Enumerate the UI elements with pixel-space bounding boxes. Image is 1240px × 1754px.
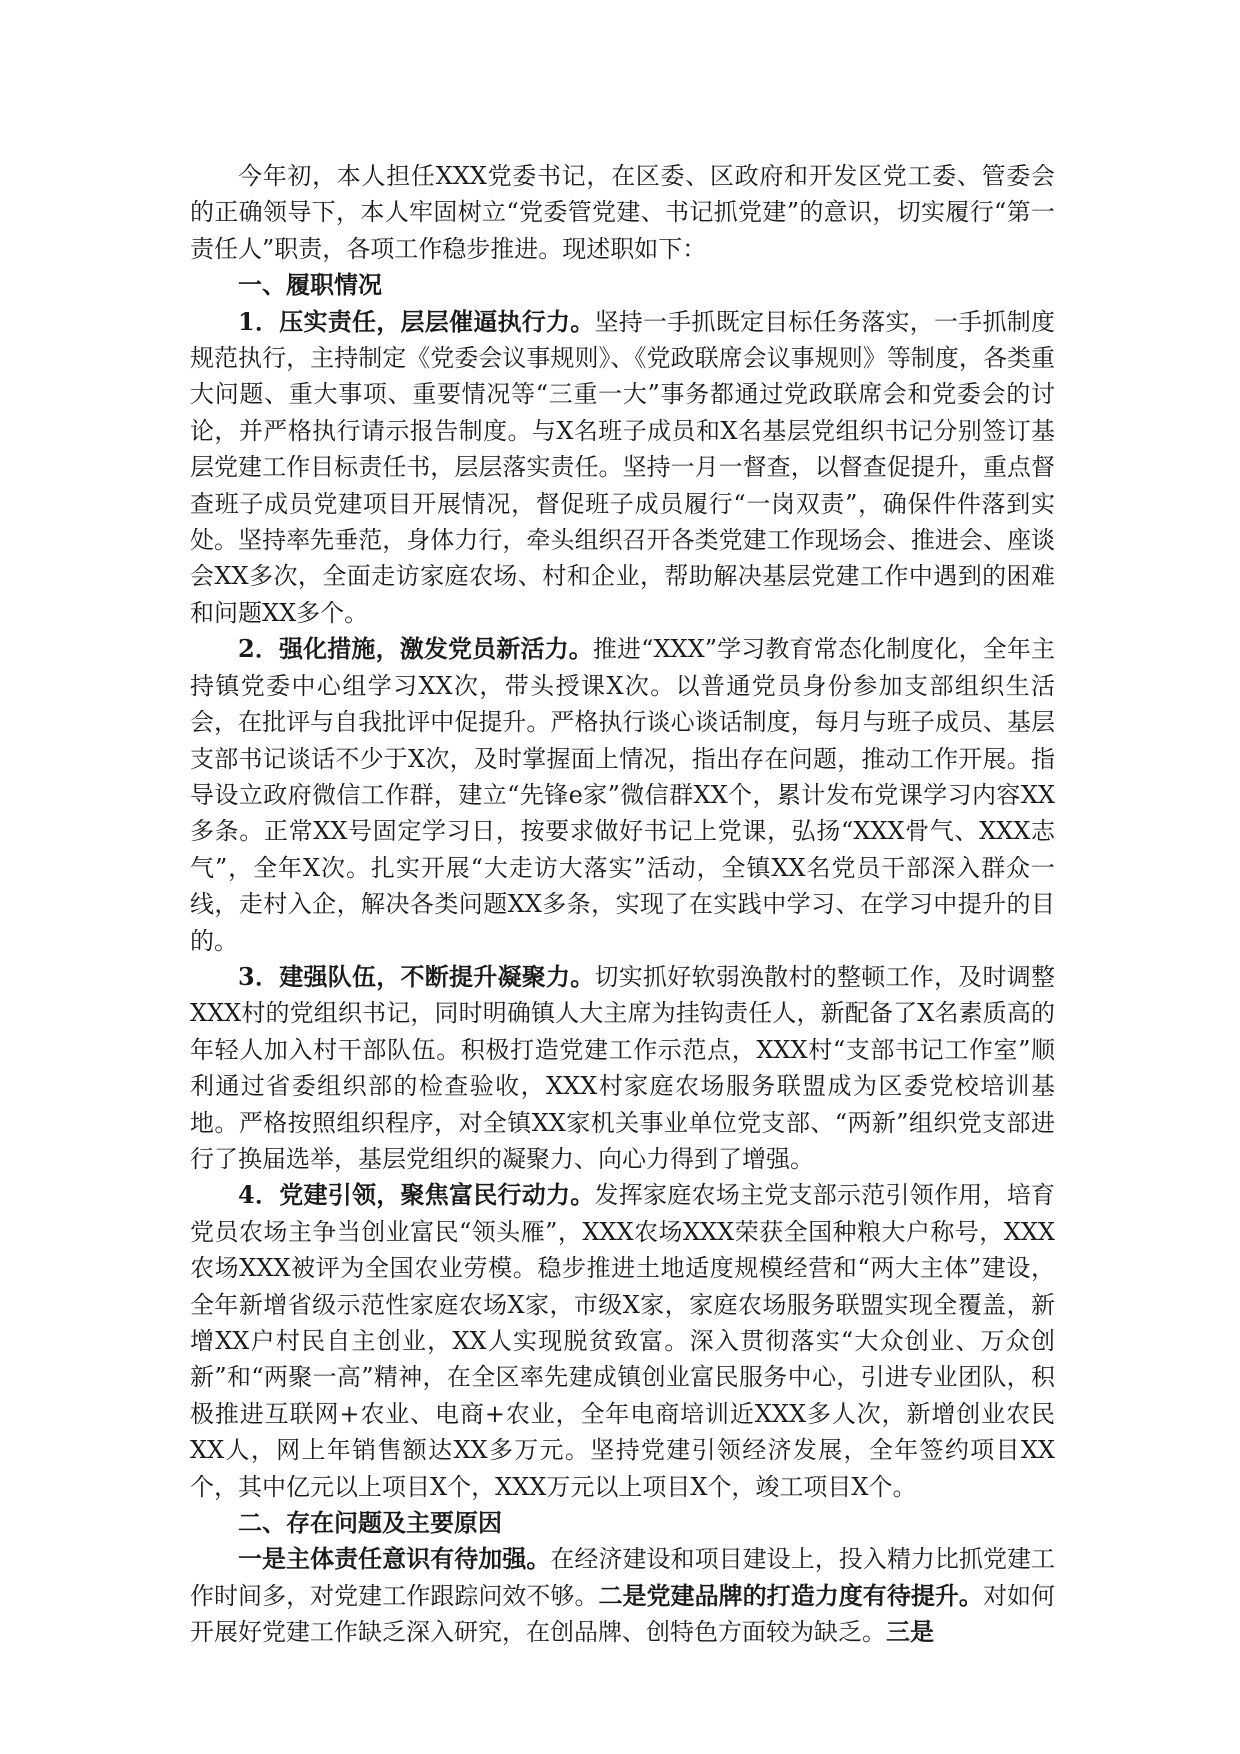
section-heading-duties: 一、履职情况: [238, 271, 382, 300]
duty-item-3-title: 3．建强队伍，不断提升凝聚力。: [238, 961, 595, 991]
duty-item-1: [190, 304, 1055, 632]
duty-item-4-title: 4．党建引领，聚焦富民行动力。: [238, 1180, 595, 1210]
intro-paragraph: 今年初，本人担任XXX党委书记，在区委、区政府和开发区党工委、管委会的正确领导下，本人牢固树立“党委管党建、书记抓党建”的意识，切实履行“第一责任人”职责，各项工作稳步推进。现述职如下：: [190, 162, 1055, 263]
problems-paragraph: [190, 1541, 1055, 1650]
problem-2-title: 二是党建品牌的打造力度有待提升。: [598, 1580, 983, 1610]
duty-item-2-title: 2．强化措施，激发党员新活力。: [238, 634, 593, 664]
problem-3-title: 三是: [886, 1617, 934, 1647]
duty-item-2: [190, 631, 1055, 959]
duty-item-1-body: 坚持一手抓既定目标任务落实，一手抓制度规范执行，主持制定《党委会议事规则》、《党政联席会议事规则》等制度，各类重大问题、重大事项、重要情况等“三重一大”事务都通过党政联席会和党委会的讨论，并严格执行请示报告制度。与X名班子成员和X名基层党组织书记分别签订基层党建工作目标责任书，层层落实责任。坚持一月一督查，以督查促提升，重点督查班子成员党建项目开展情况，督促班子成员履行“一岗双责”，确保件件落到实处。坚持率先垂范，身体力行，牵头组织召开各类党建工作现场会、推进会、座谈会XX多次，全面走访家庭农场、村和企业，帮助解决基层党建工作中遇到的困难和问题XX多个。: [190, 307, 1056, 627]
duty-item-4: [190, 1177, 1055, 1505]
duty-item-4-body: 发挥家庭农场主党支部示范引领作用，培育党员农场主争当创业富民“领头雁”，XXX农场XXX荣获全国种粮大户称号，XXX农场XXX被评为全国农业劳模。稳步推进土地适度规模经营和“两大主体”建设，全年新增省级示范性家庭农场X家，市级X家，家庭农场服务联盟实现全覆盖，新增XX户村民自主创业，XX人实现脱贫致富。深入贯彻落实“大众创业、万众创新”和“两聚一高”精神，在全区率先建成镇创业富民服务中心，引进专业团队，积极推进互联网+农业、电商+农业，全年电商培训近XXX多人次，新增创业农民XX人，网上年销售额达XX多万元。坚持党建引领经济发展，全年签约项目XX个，其中亿元以上项目X个，XXX万元以上项目X个，竣工项目X个。: [190, 1181, 1056, 1501]
problem-1-title: 一是主体责任意识有待加强。: [238, 1544, 551, 1574]
section-heading-problems: 二、存在问题及主要原因: [238, 1509, 502, 1538]
duty-item-1-title: 1．压实责任，层层催逼执行力。: [238, 306, 595, 336]
duty-item-2-body: 推进“XXX”学习教育常态化制度化，全年主持镇党委中心组学习XX次，带头授课X次。以普通党员身份参加支部组织生活会，在批评与自我批评中促提升。严格执行谈心谈话制度，每月与班子成员、基层支部书记谈话不少于X次，及时掌握面上情况，指出存在问题，推动工作开展。指导设立政府微信工作群，建立“先锋e家”微信群XX个，累计发布党课学习内容XX多条。正常XX号固定学习日，按要求做好书记上党课，弘扬“XXX骨气、XXX志气”，全年X次。扎实开展“大走访大落实”活动，全镇XX名党员干部深入群众一线，走村入企，解决各类问题XX多条，实现了在实践中学习、在学习中提升的目的。: [190, 635, 1056, 955]
problem-2-text: 对如何开展好党建工作缺乏深入研究，在创品牌、创特色方面较为缺乏。: [190, 1581, 1056, 1647]
problem-1-text: 在经济建设和项目建设上，投入精力比抓党建工作时间多，对党建工作跟踪问效不够。: [190, 1545, 1056, 1610]
duty-item-3-body: 切实抓好软弱涣散村的整顿工作，及时调整XXX村的党组织书记，同时明确镇人大主席为挂钩责任人，新配备了X名素质高的年轻人加入村干部队伍。积极打造党建工作示范点，XXX村“支部书记工作室”顺利通过省委组织部的检查验收，XXX村家庭农场服务联盟成为区委党校培训基地。严格按照组织程序，对全镇XX家机关事业单位党支部、“两新”组织党支部进行了换届选举，基层党组织的凝聚力、向心力得到了增强。: [190, 962, 1056, 1173]
duty-item-3: [190, 959, 1055, 1177]
document-page: [190, 158, 1055, 1651]
